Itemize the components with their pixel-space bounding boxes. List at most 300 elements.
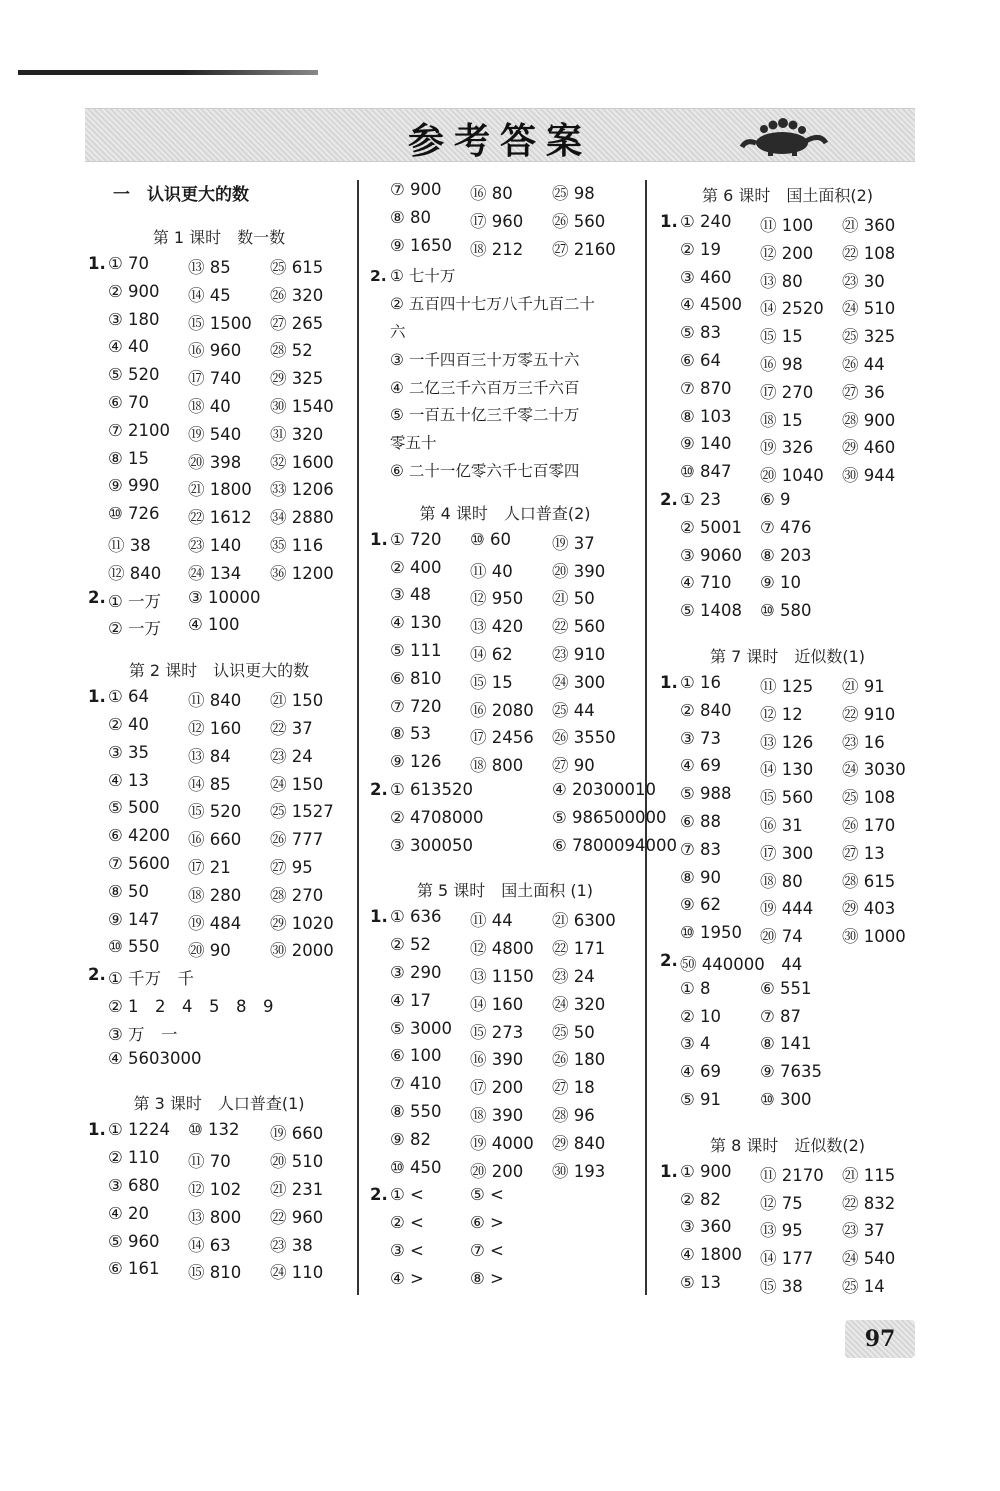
answer-item: ⑧ 141 — [760, 1034, 812, 1054]
answer-item: ㉚ 1000 — [842, 927, 906, 947]
page-number: 97 — [845, 1320, 915, 1358]
column-divider — [357, 180, 359, 1295]
answer-item: ㉔ 300 — [552, 672, 606, 692]
answer-group — [660, 212, 915, 629]
answer-item: ⑮ 15 — [470, 672, 513, 692]
answer-group — [88, 254, 350, 643]
answer-item: ㉒ 108 — [842, 243, 896, 263]
answer-item: ⑤ 500 — [108, 798, 160, 818]
answer-row — [370, 641, 640, 669]
answer-item: ⑨ 140 — [680, 434, 732, 454]
answer-row — [370, 991, 640, 1019]
answer-item: ⑤ 91 — [680, 1089, 722, 1109]
answer-column-1 — [88, 180, 350, 1287]
answer-item: ⑭ 85 — [188, 774, 231, 794]
answer-group — [370, 529, 678, 864]
answer-item: ㉕ 325 — [842, 327, 896, 347]
question-number: 1. — [660, 672, 678, 692]
dinosaur-icon — [740, 113, 830, 157]
answer-row — [660, 868, 915, 896]
answer-item: ⑳ 200 — [470, 1161, 524, 1181]
answer-item: ⑩ 1950 — [680, 923, 743, 943]
answer-item: ② 52 — [390, 935, 432, 955]
answer-item: ② 840 — [680, 700, 732, 720]
answer-row — [370, 558, 640, 586]
answer-item: ㉘ 52 — [270, 341, 313, 361]
question-number: 1. — [88, 254, 106, 273]
answer-row — [660, 812, 915, 840]
answer-item: ③ 4 — [680, 1034, 711, 1054]
question-number: 2. — [88, 965, 106, 985]
answer-row — [660, 1090, 915, 1118]
answer-item: ⑨ 10 — [760, 573, 802, 593]
answer-item: ⑯ 2080 — [470, 700, 534, 720]
answer-item: ③ 680 — [108, 1175, 160, 1195]
answer-item: ② 一万 — [108, 619, 162, 639]
answer-row — [370, 208, 640, 236]
answer-text-line — [370, 347, 640, 375]
answer-row — [660, 351, 915, 379]
answer-item: ⑬ 800 — [188, 1207, 242, 1227]
answer-item: ㉗ 36 — [842, 382, 885, 402]
lesson-heading: 第 5 课时 国土面积 (1) — [416, 881, 594, 901]
answer-item: ① 900 — [680, 1161, 732, 1181]
answer-row — [370, 1213, 640, 1241]
answer-row — [370, 963, 640, 991]
answer-item: ④ 5603000 — [108, 1048, 202, 1068]
answer-item: ㉚ 1540 — [270, 396, 334, 416]
answer-item: ㉔ 540 — [842, 1249, 896, 1269]
answer-item: ④ 17 — [390, 990, 432, 1010]
answer-item: ⑮ 38 — [760, 1276, 803, 1296]
answer-item: ⑰ 960 — [470, 211, 524, 231]
answer-row — [370, 1158, 640, 1186]
answer-row — [88, 771, 350, 799]
answer-item: ④ 100 — [188, 615, 240, 635]
answer-item: ㉑ 231 — [270, 1179, 324, 1199]
answer-item: ㉕ 615 — [270, 258, 324, 277]
answer-item: ⑩ 450 — [390, 1157, 442, 1177]
answer-item: ③ 万 一 — [108, 1024, 178, 1044]
answer-item: ③ < — [390, 1240, 424, 1260]
answer-row — [660, 1162, 915, 1190]
answer-item: ⑰ 270 — [760, 382, 814, 402]
answer-row — [660, 1034, 915, 1062]
answer-item: ⑰ 740 — [188, 369, 242, 389]
answer-item: ② 82 — [680, 1189, 722, 1209]
question-number: 2. — [370, 1185, 388, 1205]
answer-item: ⑱ 40 — [188, 396, 231, 416]
answer-row — [370, 724, 640, 752]
answer-item: ⑦ 870 — [680, 378, 732, 398]
answer-item: ③ 360 — [680, 1217, 732, 1237]
answer-item: ⑰ 200 — [470, 1078, 524, 1098]
answer-item: ⑮ 1500 — [188, 313, 252, 333]
answer-row — [88, 1049, 350, 1077]
answer-item: ㊿ 440000 44 — [680, 954, 803, 974]
answer-item: ⑤ 13 — [680, 1272, 722, 1292]
answer-item: ② 5001 — [680, 517, 743, 537]
answer-row — [660, 840, 915, 868]
answer-row — [660, 212, 915, 240]
answer-item: ⑮ 273 — [470, 1022, 524, 1042]
answer-item: ⑭ 62 — [470, 644, 513, 664]
answer-item: ⑥ 810 — [390, 668, 442, 688]
answer-item: ③ 73 — [680, 728, 722, 748]
answer-row — [370, 1074, 640, 1102]
answer-item: ⑫ 12 — [760, 704, 803, 724]
answer-item: ㉘ 900 — [842, 410, 896, 430]
answer-row — [660, 1273, 915, 1301]
answer-item: ㉚ 2000 — [270, 941, 334, 961]
answer-row — [88, 1176, 350, 1204]
answer-item: ㉒ 37 — [270, 718, 313, 738]
answer-row — [88, 254, 350, 282]
answer-row — [88, 393, 350, 421]
answer-row — [88, 588, 350, 616]
answer-item: ① 240 — [680, 212, 732, 231]
answer-item: ⑩ 580 — [760, 601, 812, 621]
answer-row — [370, 935, 640, 963]
answer-item: ⑧ 90 — [680, 867, 722, 887]
answer-item: ① 613520 — [390, 779, 474, 799]
answer-item: ⑨ 82 — [390, 1129, 432, 1149]
answer-row — [370, 180, 640, 208]
page-title: 参考答案 — [407, 120, 592, 162]
answer-item: ⑰ 300 — [760, 843, 814, 863]
answer-row — [370, 613, 640, 641]
answer-item: ⑳ 1040 — [760, 466, 824, 486]
answer-item: ⑤ < — [470, 1185, 504, 1205]
answer-item: ⑲ 484 — [188, 913, 242, 933]
answer-item: ⑤ 1408 — [680, 601, 743, 621]
answer-item: ⑪ 125 — [760, 676, 814, 696]
lesson-heading: 第 3 课时 人口普查(1) — [133, 1094, 305, 1114]
answer-item: ⑪ 40 — [470, 561, 513, 581]
answer-item: ⑩ 60 — [470, 529, 512, 549]
answer-item: ① 千万 千 — [108, 969, 195, 989]
lesson-heading: 第 1 课时 数一数 — [152, 228, 286, 247]
answer-item: ⑦ 900 — [390, 180, 442, 199]
answer-text-line — [370, 319, 640, 347]
answer-item: ① 一万 — [108, 591, 162, 611]
answer-item: ㉖ 180 — [552, 1050, 606, 1070]
answer-item: ① 1224 — [108, 1120, 171, 1140]
answer-item: ④ 4500 — [680, 295, 743, 315]
answer-row — [660, 979, 915, 1007]
answer-item: ㉘ 96 — [552, 1105, 595, 1125]
answer-group — [88, 1120, 350, 1287]
answer-item: ⑲ 660 — [270, 1124, 324, 1144]
answer-item: ㉑ 150 — [270, 691, 324, 711]
answer-row — [88, 1232, 350, 1260]
answer-item: ④ 69 — [680, 756, 722, 776]
answer-row — [370, 907, 640, 935]
answer-row — [660, 784, 915, 812]
answer-item: ⑫ 4800 — [470, 939, 534, 959]
answer-item: ㉑ 91 — [842, 676, 885, 696]
answer-row — [370, 1102, 640, 1130]
answer-item: ⑥ 70 — [108, 392, 150, 412]
answer-group — [370, 263, 640, 485]
answer-item: ㉓ 24 — [552, 966, 595, 986]
question-number: 1. — [88, 687, 106, 707]
answer-row — [660, 895, 915, 923]
answer-row — [660, 379, 915, 407]
answer-item: ⑩ 132 — [188, 1120, 240, 1140]
answer-item: ㉟ 116 — [270, 535, 324, 555]
answer-group — [370, 180, 640, 263]
answer-row — [660, 295, 915, 323]
lesson-heading: 第 7 课时 近似数(1) — [709, 646, 866, 666]
answer-item: ⑳ 398 — [188, 452, 242, 472]
answer-item: ⑱ 280 — [188, 885, 242, 905]
answer-item: ㉓ 16 — [842, 732, 885, 752]
answer-row — [370, 779, 657, 808]
answer-row — [88, 532, 350, 560]
answer-row — [88, 937, 350, 965]
answer-item: ㉓ 30 — [842, 271, 885, 291]
answer-item: ㉑ 50 — [552, 589, 595, 609]
answer-row — [88, 993, 350, 1021]
answer-group — [660, 673, 915, 1118]
answer-item: ⑧ 80 — [390, 207, 432, 227]
answer-item: ① 16 — [680, 672, 722, 692]
lesson-heading: 第 6 课时 国土面积(2) — [701, 186, 874, 205]
answer-text: ⑥ 二十一亿零六千七百零四 — [390, 461, 580, 480]
question-number: 2. — [660, 489, 678, 509]
answer-item: ㉓ 140 — [188, 535, 242, 555]
answer-row — [660, 1245, 915, 1273]
answer-row — [660, 923, 915, 951]
answer-row — [370, 1185, 640, 1213]
answer-text: ③ 一千四百三十万零五十六 — [390, 350, 580, 369]
answer-row — [88, 365, 350, 393]
answer-text-line — [370, 291, 640, 319]
answer-item: ④ 40 — [108, 337, 150, 357]
answer-item: ⑯ 31 — [760, 815, 803, 835]
answer-item: ⑧ 50 — [108, 881, 150, 901]
top-rule — [18, 70, 318, 75]
answer-item: ㉒ 832 — [842, 1193, 896, 1213]
lesson-heading: 第 8 课时 近似数(2) — [709, 1135, 866, 1155]
answer-item: ③ 300050 — [390, 835, 474, 855]
answer-item: ① 720 — [390, 529, 442, 549]
answer-item: ② 40 — [108, 714, 150, 734]
answer-item: ⑱ 390 — [470, 1105, 524, 1125]
answer-item: ⑳ 74 — [760, 927, 803, 947]
answer-item: ⑮ 520 — [188, 802, 242, 822]
answer-row — [370, 1269, 640, 1297]
answer-item: ㉑ 360 — [842, 216, 896, 235]
answer-item: ⑱ 800 — [470, 756, 524, 776]
answer-item: ⑬ 84 — [188, 746, 231, 766]
answer-item: ㉕ 1527 — [270, 802, 334, 822]
answer-item: ⑧ 203 — [760, 545, 812, 565]
answer-row — [88, 504, 350, 532]
answer-item: ⑤ 988 — [680, 784, 732, 804]
answer-row — [660, 1062, 915, 1090]
answer-item: ⑦ 2100 — [108, 420, 171, 440]
answer-item: ㉚ 944 — [842, 466, 896, 486]
answer-item: ③ 180 — [108, 309, 160, 329]
question-number: 1. — [370, 907, 388, 927]
answer-row — [370, 1241, 640, 1269]
answer-row — [88, 560, 350, 588]
answer-column-2 — [370, 180, 678, 1296]
answer-row — [88, 476, 350, 504]
answer-row — [88, 826, 350, 854]
answer-item: ⑮ 15 — [760, 327, 803, 347]
answer-item: ⑫ 840 — [108, 563, 162, 583]
answer-item: ⑯ 80 — [470, 184, 513, 203]
answer-item: ⑯ 660 — [188, 830, 242, 850]
answer-item: ⑩ 550 — [108, 937, 160, 957]
answer-item: ④ > — [390, 1268, 424, 1288]
answer-group — [660, 1162, 915, 1301]
answer-item: ㉒ 910 — [842, 704, 896, 724]
answer-text: 零五十 — [390, 434, 437, 453]
answer-item: ⑮ 560 — [760, 788, 814, 808]
answer-row — [88, 1204, 350, 1232]
answer-row — [88, 1259, 350, 1287]
answer-row — [660, 701, 915, 729]
answer-item: ⑪ 100 — [760, 216, 814, 235]
answer-item: ⑭ 130 — [760, 760, 814, 780]
answer-item: ⑯ 390 — [470, 1050, 524, 1070]
answer-item: ① 8 — [680, 978, 711, 998]
answer-item: ④ 13 — [108, 770, 150, 790]
answer-item: ㉓ 24 — [270, 746, 313, 766]
answer-item: ⑥ 4200 — [108, 826, 171, 846]
answer-item: ㉘ 615 — [842, 871, 896, 891]
answer-item: ② 900 — [108, 281, 160, 301]
answer-item: ⑲ 37 — [552, 533, 595, 553]
answer-item: ③ 460 — [680, 267, 732, 287]
answer-item: ㉗ 18 — [552, 1078, 595, 1098]
answer-row — [88, 854, 350, 882]
answer-group — [88, 687, 350, 1076]
answer-item: ㉘ 270 — [270, 885, 324, 905]
answer-item: ⑲ 540 — [188, 424, 242, 444]
answer-item: ⑫ 102 — [188, 1179, 242, 1199]
question-number: 2. — [660, 950, 678, 970]
answer-row — [88, 1021, 350, 1049]
answer-row — [370, 835, 678, 864]
answer-row — [88, 282, 350, 310]
answer-row — [88, 965, 350, 993]
answer-text: ② 五百四十七万八千九百二十 — [390, 295, 595, 314]
answer-item: ㉛ 320 — [270, 424, 324, 444]
answer-item: ㉜ 1600 — [270, 452, 334, 472]
answer-item: ⑭ 63 — [188, 1235, 231, 1255]
answer-item: ⑰ 21 — [188, 857, 231, 877]
answer-item: ⑧ 103 — [680, 406, 732, 426]
answer-item: ① < — [390, 1185, 424, 1205]
answer-item: ③ 10000 — [188, 587, 261, 607]
answer-item: ⑳ 510 — [270, 1152, 324, 1172]
answer-item: ㉙ 840 — [552, 1133, 606, 1153]
answer-item: ⑮ 810 — [188, 1263, 242, 1283]
answer-item: ③ 290 — [390, 962, 442, 982]
answer-row — [660, 407, 915, 435]
answer-item: ㉑ 6300 — [552, 911, 616, 931]
answer-item: ② 1 2 4 5 8 9 — [108, 996, 274, 1016]
answer-item: ⑬ 85 — [188, 258, 231, 277]
answer-item: ㉑ 115 — [842, 1165, 896, 1185]
answer-row — [370, 807, 667, 836]
answer-row — [88, 1148, 350, 1176]
answer-item: ⑦ 87 — [760, 1006, 802, 1026]
answer-item: ⑲ 4000 — [470, 1133, 534, 1153]
answer-item: ㉝ 1206 — [270, 480, 334, 500]
answer-item: ⑫ 75 — [760, 1193, 803, 1213]
answer-row — [660, 729, 915, 757]
answer-text: ① 七十万 — [390, 267, 456, 286]
answer-item: ③ 9060 — [680, 545, 743, 565]
answer-item: ㉖ 3550 — [552, 728, 616, 748]
answer-item: ⑨ 62 — [680, 895, 722, 915]
answer-row — [370, 1130, 640, 1158]
answer-item: ⑱ 80 — [760, 871, 803, 891]
answer-row — [370, 530, 640, 558]
answer-row — [88, 449, 350, 477]
answer-item: ⑱ 15 — [760, 410, 803, 430]
answer-item: ⑨ 990 — [108, 476, 160, 496]
answer-column-3 — [660, 180, 915, 1301]
answer-item: ① 64 — [108, 687, 150, 707]
answer-item: ⑥ > — [470, 1213, 504, 1233]
answer-item: ⑥ 64 — [680, 350, 722, 370]
answer-item: ⑭ 45 — [188, 285, 231, 305]
answer-row — [88, 421, 350, 449]
question-number: 1. — [88, 1120, 106, 1140]
answer-item: ⑧ 550 — [390, 1101, 442, 1121]
answer-item: ⑲ 326 — [760, 438, 814, 458]
answer-item: ⑭ 177 — [760, 1249, 814, 1269]
answer-row — [660, 434, 915, 462]
answer-item: ⑳ 90 — [188, 941, 231, 961]
answer-row — [88, 910, 350, 938]
unit-title: 一 认识更大的数 — [113, 185, 249, 205]
answer-item: ㉙ 403 — [842, 899, 896, 919]
answer-item: ㊱ 1200 — [270, 563, 334, 583]
answer-item: ⑨ 126 — [390, 752, 442, 772]
answer-item: ③ 48 — [390, 585, 432, 605]
answer-item: ⑪ 2170 — [760, 1165, 824, 1185]
answer-item: ㉞ 2880 — [270, 508, 334, 528]
answer-item: ㉑ 1800 — [188, 480, 252, 500]
answer-item: ㉒ 560 — [552, 617, 606, 637]
answer-item: ⑭ 160 — [470, 994, 524, 1014]
answer-item: ㉖ 170 — [842, 815, 896, 835]
answer-row — [370, 1019, 640, 1047]
answer-item: ④ 20300010 — [552, 779, 657, 799]
answer-row — [370, 752, 640, 780]
answer-row — [88, 687, 350, 715]
answer-item: ㉗ 95 — [270, 857, 313, 877]
answer-item: ㉕ 108 — [842, 788, 896, 808]
answer-row — [660, 462, 915, 490]
answer-item: ⑯ 960 — [188, 341, 242, 361]
answer-row — [660, 268, 915, 296]
question-number: 1. — [660, 212, 678, 231]
answer-item: ㉔ 110 — [270, 1263, 324, 1283]
answer-item: ② < — [390, 1213, 424, 1233]
answer-text: ⑤ 一百五十亿三千零二十万 — [390, 406, 580, 425]
answer-item: ㉔ 150 — [270, 774, 324, 794]
answer-item: ㉒ 1612 — [188, 508, 252, 528]
